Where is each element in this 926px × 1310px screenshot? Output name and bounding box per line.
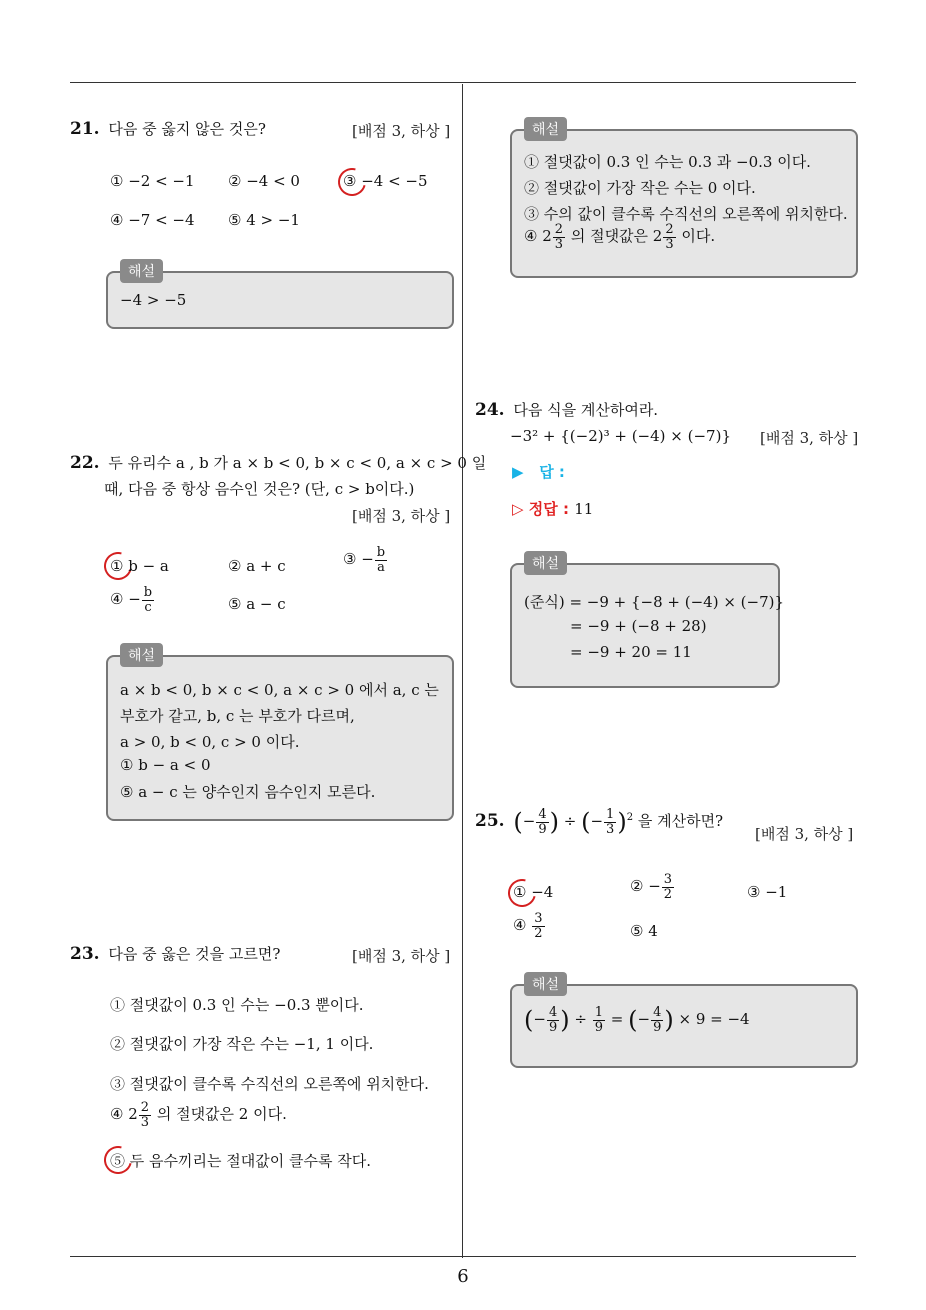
question-24-title bbox=[475, 399, 658, 420]
fraction bbox=[139, 1101, 151, 1129]
explanation-box bbox=[510, 122, 858, 278]
choice-5[interactable]: ⑤ 4 > −1 bbox=[228, 211, 300, 229]
denominator: 9 bbox=[548, 1019, 558, 1035]
choice-4[interactable]: ④ −7 < −4 bbox=[110, 211, 195, 229]
question-22-title bbox=[70, 452, 486, 473]
choice-5[interactable]: ⑤ 두 음수끼리는 절대값이 클수록 작다. bbox=[110, 1152, 371, 1170]
choice-label: ② − bbox=[630, 877, 661, 896]
explanation-label: 해설 bbox=[524, 551, 567, 575]
close-paren: ) bbox=[560, 1006, 570, 1035]
explanation-line: −4 > −5 bbox=[120, 291, 187, 309]
numerator: 4 bbox=[538, 807, 547, 822]
question-text: 다음 중 옳은 것을 고르면? bbox=[108, 945, 281, 963]
fraction bbox=[532, 912, 544, 940]
question-21-title bbox=[70, 118, 266, 139]
choice-3[interactable]: ③ −4 < −5 bbox=[343, 172, 428, 190]
numerator: 1 bbox=[606, 807, 615, 822]
explanation-line: ① 절댓값이 0.3 인 수는 0.3 과 −0.3 이다. bbox=[524, 153, 811, 171]
choice-3[interactable]: ③ 절댓값이 클수록 수직선의 오른쪽에 위치한다. bbox=[110, 1075, 429, 1093]
points-label: [배점 3, 하상 ] bbox=[352, 122, 451, 140]
open-paren: ( bbox=[513, 808, 523, 837]
choice-label: ③ − bbox=[343, 550, 374, 569]
numerator: 3 bbox=[663, 872, 673, 887]
fraction bbox=[547, 1006, 559, 1034]
numerator: 2 bbox=[140, 1100, 150, 1115]
choice-2[interactable]: ② a + c bbox=[228, 557, 286, 575]
denominator: 3 bbox=[554, 236, 564, 252]
explanation-label: 해설 bbox=[120, 259, 163, 283]
explanation-line: ② 절댓값이 가장 작은 수는 0 이다. bbox=[524, 179, 756, 197]
close-paren: ) bbox=[617, 808, 627, 837]
choice-2[interactable] bbox=[630, 873, 675, 901]
bottom-rule bbox=[70, 1256, 856, 1257]
close-paren: ) bbox=[664, 1006, 674, 1035]
denominator: 9 bbox=[653, 1019, 662, 1035]
denominator: c bbox=[144, 599, 152, 615]
choice-1[interactable]: ① −4 bbox=[513, 883, 554, 901]
text: 이다. bbox=[676, 227, 716, 246]
numerator: b bbox=[376, 545, 386, 560]
correct-label: 정답 : bbox=[528, 500, 569, 518]
explanation-line: ① b − a < 0 bbox=[120, 756, 211, 774]
denominator: 2 bbox=[534, 925, 543, 941]
denominator: 2 bbox=[663, 886, 673, 902]
choice-5[interactable]: ⑤ a − c bbox=[228, 595, 286, 613]
fraction bbox=[375, 546, 387, 574]
question-number: 21. bbox=[70, 119, 100, 139]
choice-label: ④ bbox=[513, 916, 532, 935]
question-23-title bbox=[70, 943, 280, 964]
text: ④ 2 bbox=[524, 227, 552, 246]
correct-answer-row bbox=[512, 498, 593, 519]
question-text: 두 유리수 a , b 가 a × b < 0, b × c < 0, a × c > 0 일 bbox=[108, 454, 487, 472]
choice-2[interactable]: ② −4 < 0 bbox=[228, 172, 300, 190]
numerator: b bbox=[143, 585, 153, 600]
fraction bbox=[536, 808, 548, 836]
question-text: 다음 중 옳지 않은 것은? bbox=[108, 120, 266, 138]
choice-1[interactable]: ① −2 < −1 bbox=[110, 172, 195, 190]
denominator: 9 bbox=[594, 1019, 603, 1035]
question-expression: −3² + {(−2)³ + (−4) × (−7)} bbox=[510, 427, 731, 445]
play-arrow-icon: ▶ bbox=[512, 463, 524, 481]
choice-label: ④ − bbox=[110, 590, 141, 609]
fraction bbox=[651, 1006, 663, 1034]
choice-4[interactable] bbox=[110, 1101, 287, 1129]
explanation-box bbox=[106, 648, 454, 821]
choice-4[interactable] bbox=[513, 912, 546, 940]
text: 의 절댓값은 2 bbox=[566, 227, 663, 246]
points-label: [배점 3, 하상 ] bbox=[760, 429, 859, 447]
question-number: 23. bbox=[70, 944, 100, 964]
points-label: [배점 3, 하상 ] bbox=[352, 507, 451, 525]
denominator: a bbox=[377, 559, 385, 575]
fraction bbox=[663, 223, 675, 251]
points-label: [배점 3, 하상 ] bbox=[352, 947, 451, 965]
numerator: 1 bbox=[594, 1005, 603, 1020]
open-paren: ( bbox=[524, 1006, 534, 1035]
numerator: 2 bbox=[665, 222, 674, 237]
question-number: 25. bbox=[475, 811, 505, 832]
explanation-box bbox=[106, 264, 454, 329]
question-number: 24. bbox=[475, 400, 505, 420]
choice-1[interactable]: ① b − a bbox=[110, 557, 169, 575]
denominator: 3 bbox=[140, 1114, 150, 1130]
explanation-label: 해설 bbox=[120, 643, 163, 667]
explanation-line: ③ 수의 값이 클수록 수직선의 오른쪽에 위치한다. bbox=[524, 205, 848, 223]
choice-3[interactable] bbox=[343, 546, 388, 574]
top-rule bbox=[70, 82, 856, 83]
answer-label: 답 : bbox=[539, 463, 565, 481]
question-25-title: 25. (− $\frac{4}{9}$ ) ÷ (− $\frac{1}{3}$ )$^2$ 을 계산하면? bbox=[475, 807, 724, 837]
denominator: 3 bbox=[665, 236, 674, 252]
correct-value: 11 bbox=[574, 500, 594, 518]
numerator: 3 bbox=[534, 911, 543, 926]
fraction bbox=[593, 1006, 605, 1034]
explanation-line: (− $\frac{4}{9}$ ) ÷ $\frac{1}{9}$ = (− $\frac{4}{9}$ ) × 9 = −4 bbox=[524, 1005, 750, 1035]
open-paren: ( bbox=[628, 1006, 638, 1035]
fraction bbox=[142, 586, 154, 614]
choice-text: 의 절댓값은 2 이다. bbox=[152, 1105, 287, 1124]
choice-1[interactable]: ① 절댓값이 0.3 인 수는 −0.3 뿐이다. bbox=[110, 996, 364, 1014]
answer-row bbox=[512, 461, 565, 482]
numerator: 2 bbox=[554, 222, 564, 237]
explanation-line: 부호가 같고, b, c 는 부호가 다르며, bbox=[120, 707, 355, 725]
question-number: 22. bbox=[70, 453, 100, 473]
page-number: 6 bbox=[457, 1266, 469, 1287]
question-text: 을 계산하면? bbox=[637, 812, 724, 831]
numerator: 4 bbox=[653, 1005, 662, 1020]
explanation-line: (준식) = −9 + {−8 + (−4) × (−7)} bbox=[524, 593, 785, 611]
fraction bbox=[662, 873, 674, 901]
fraction bbox=[553, 223, 565, 251]
choice-3[interactable]: ③ −1 bbox=[747, 883, 788, 901]
question-text: 다음 식을 계산하여라. bbox=[513, 401, 659, 419]
choice-4[interactable] bbox=[110, 586, 155, 614]
points-label: [배점 3, 하상 ] bbox=[755, 825, 854, 843]
explanation-line: = −9 + (−8 + 28) bbox=[570, 617, 707, 635]
open-paren: ( bbox=[581, 808, 591, 837]
numerator: 4 bbox=[548, 1005, 558, 1020]
explanation-line: ⑤ a − c 는 양수인지 음수인지 모른다. bbox=[120, 783, 376, 801]
explanation-line: = −9 + 20 = 11 bbox=[570, 643, 692, 661]
outline-arrow-icon: ▷ bbox=[512, 500, 524, 518]
question-text-continued: 때, 다음 중 항상 음수인 것은? (단, c > b이다.) bbox=[104, 480, 415, 498]
fraction bbox=[604, 808, 616, 836]
explanation-label: 해설 bbox=[524, 972, 567, 996]
denominator: 3 bbox=[606, 821, 615, 837]
result-text: × 9 = −4 bbox=[678, 1010, 750, 1029]
explanation-box bbox=[510, 977, 858, 1068]
explanation-line: a > 0, b < 0, c > 0 이다. bbox=[120, 733, 300, 751]
explanation-line bbox=[524, 223, 715, 251]
choice-2[interactable]: ② 절댓값이 가장 작은 수는 −1, 1 이다. bbox=[110, 1035, 374, 1053]
choice-label: ④ 2 bbox=[110, 1105, 138, 1124]
explanation-line: a × b < 0, b × c < 0, a × c > 0 에서 a, c 는 bbox=[120, 681, 439, 699]
choice-5[interactable]: ⑤ 4 bbox=[630, 922, 658, 940]
column-divider bbox=[462, 84, 463, 1258]
explanation-box bbox=[510, 556, 785, 688]
close-paren: ) bbox=[549, 808, 559, 837]
denominator: 9 bbox=[538, 821, 547, 837]
explanation-label: 해설 bbox=[524, 117, 567, 141]
